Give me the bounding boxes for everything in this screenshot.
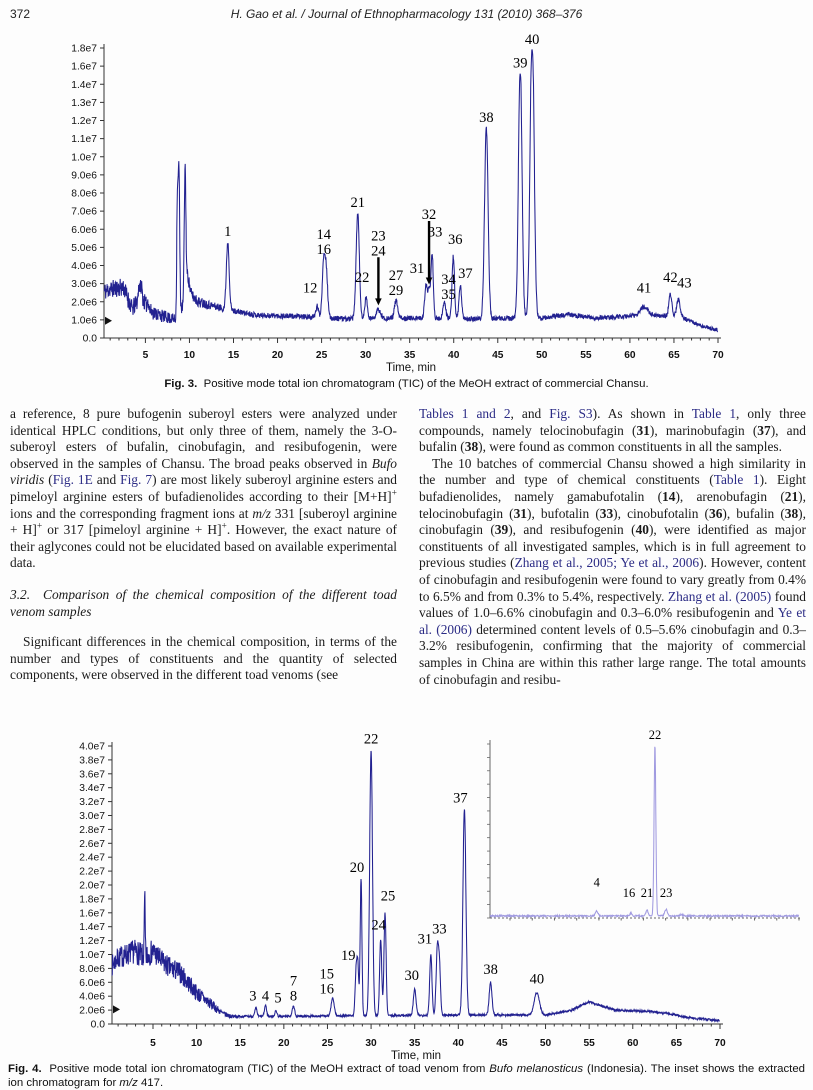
svg-text:20: 20 — [278, 1038, 290, 1049]
bold-text: 40 — [635, 522, 649, 538]
svg-text:4: 4 — [261, 988, 270, 1005]
paragraph: The 10 batches of commercial Chansu showed a high similarity in the number and type of chemical constituents (Table 1). Eight bufadienolides, namely gamabufotalin (14), arenobufagin (21), telocinobufagin (31), bufotalin (33), cinobufotalin (36), bufalin (38), cinobufagin (39), and resibufogenin (40), were identified as major constituents of all investigated samples, which is in full agreement to previous studies (Zhang et al., 2005; Ye et al., 2006). However, content of cinobufagin and resibufogenin were found to vary greatly from 0.4% to 6.5% and from 0.3% to 5.4%, respectively. Zhang et al. (2005) found values of 1.0–6.6% cinobufagin and 0.3–6.0% resibufogenin and Ye et al. (2006) determined content levels of 0.5–5.6% cinobufagin and 0.3–3.2% resibufogenin, confirming that the majority of commercial samples in China are within this rather large range. The total amounts of cinobufagin and resibu- — [419, 455, 807, 687]
bold-text: Fig. 3. — [164, 378, 198, 390]
svg-text:4.0e6: 4.0e6 — [79, 991, 105, 1003]
svg-text:42: 42 — [663, 269, 678, 286]
svg-text:35: 35 — [441, 287, 456, 303]
svg-text:8.0e6: 8.0e6 — [71, 188, 97, 200]
svg-text:7.0e6: 7.0e6 — [71, 206, 97, 218]
svg-text:31: 31 — [417, 931, 433, 948]
svg-text:38: 38 — [479, 109, 494, 126]
citation-link[interactable]: Fig. S3 — [549, 406, 593, 421]
svg-text:16: 16 — [319, 981, 334, 998]
svg-text:43: 43 — [677, 275, 692, 292]
svg-text:40: 40 — [452, 1038, 464, 1049]
svg-text:3.6e7: 3.6e7 — [79, 769, 105, 781]
svg-text:8.0e6: 8.0e6 — [79, 963, 105, 975]
svg-text:37: 37 — [458, 266, 473, 283]
svg-text:2.0e7: 2.0e7 — [79, 880, 105, 892]
svg-text:15: 15 — [319, 966, 334, 983]
svg-text:60: 60 — [624, 350, 636, 361]
svg-text:50: 50 — [536, 350, 548, 361]
svg-text:4: 4 — [593, 875, 600, 890]
svg-text:5: 5 — [142, 350, 149, 361]
svg-text:45: 45 — [492, 350, 504, 361]
citation-link[interactable]: Zhang et al. (2005) — [667, 588, 772, 604]
svg-text:Time, min: Time, min — [385, 362, 437, 374]
fig4-caption: Fig. 4. Positive mode total ion chromatogram (TIC) of the MeOH extract of toad venom from Bufo melanosticus (Indonesia). The inset shows the extracted ion chromatogram for m/z 417. — [8, 1063, 805, 1089]
svg-text:25: 25 — [380, 888, 396, 905]
svg-text:5: 5 — [150, 1038, 156, 1049]
svg-text:25: 25 — [315, 350, 328, 361]
svg-text:33: 33 — [427, 224, 443, 241]
svg-text:32: 32 — [421, 207, 437, 223]
svg-text:14: 14 — [316, 227, 332, 244]
bold-text: 31 — [513, 505, 527, 521]
italic-text: m/z — [252, 505, 271, 521]
svg-text:38: 38 — [483, 962, 498, 978]
svg-text:65: 65 — [670, 1038, 683, 1049]
svg-text:5.0e6: 5.0e6 — [71, 242, 97, 254]
svg-text:3.0e6: 3.0e6 — [71, 279, 97, 291]
svg-text:7: 7 — [289, 973, 298, 990]
superscript: + — [391, 488, 397, 499]
bold-text: 21 — [784, 488, 799, 504]
svg-text:29: 29 — [388, 282, 404, 299]
svg-text:3.0e7: 3.0e7 — [79, 811, 105, 822]
svg-text:37: 37 — [453, 790, 468, 807]
svg-text:3.8e7: 3.8e7 — [79, 755, 105, 767]
svg-text:6.0e6: 6.0e6 — [71, 224, 97, 236]
paragraph: Tables 1 and 2, and Fig. S3). As shown in Table 1, only three compounds, namely telocinobufagin (31), marinobufagin (37), and bufalin (38), were found as common constituents in all the samples. — [419, 406, 806, 455]
svg-text:20: 20 — [271, 350, 284, 361]
superscript: + — [221, 521, 227, 532]
paragraph: Significant differences in the chemical composition, in terms of the number and types of constituents and the quantity of selected components, were observed in the different toad venoms (see — [10, 634, 397, 683]
running-head: H. Gao et al. / Journal of Ethnopharmacology 131 (2010) 368–376 — [230, 7, 583, 21]
svg-text:25: 25 — [321, 1038, 334, 1049]
svg-text:70: 70 — [714, 1038, 726, 1049]
fig3-chromatogram — [60, 31, 730, 374]
svg-text:16: 16 — [316, 242, 332, 259]
svg-text:0.0: 0.0 — [90, 1019, 105, 1031]
bold-text: 31 — [636, 422, 650, 438]
citation-link[interactable]: Tables 1 and 2 — [419, 406, 511, 421]
svg-text:3.2e7: 3.2e7 — [79, 797, 105, 809]
svg-text:30: 30 — [365, 1038, 377, 1049]
svg-text:1.6e7: 1.6e7 — [79, 908, 105, 920]
svg-text:10: 10 — [183, 350, 196, 361]
left-column — [10, 406, 397, 684]
bold-text: 14 — [662, 488, 676, 504]
svg-text:30: 30 — [404, 968, 419, 985]
svg-text:12: 12 — [302, 280, 318, 297]
svg-text:1.0e7: 1.0e7 — [79, 950, 105, 961]
svg-text:1.2e7: 1.2e7 — [71, 116, 97, 127]
svg-text:2.8e7: 2.8e7 — [79, 824, 105, 836]
svg-text:35: 35 — [404, 350, 416, 361]
svg-text:21: 21 — [640, 886, 654, 901]
svg-text:5: 5 — [274, 990, 282, 1007]
svg-text:40: 40 — [529, 971, 545, 988]
fig4-inset-chromatogram — [480, 727, 805, 936]
svg-text:23: 23 — [371, 228, 386, 245]
right-column — [419, 406, 806, 688]
svg-text:2.2e7: 2.2e7 — [79, 866, 105, 878]
italic-text: Bufo melanosticus — [489, 1063, 584, 1075]
bold-text: 36 — [709, 505, 723, 521]
svg-text:1.8e7: 1.8e7 — [79, 894, 105, 906]
svg-text:40: 40 — [448, 350, 460, 361]
svg-text:3.4e7: 3.4e7 — [79, 783, 105, 795]
fig3-caption: Fig. 3. Positive mode total ion chromatogram (TIC) of the MeOH extract of commercial Chansu. — [164, 378, 649, 390]
svg-text:45: 45 — [496, 1038, 508, 1049]
svg-text:70: 70 — [712, 350, 724, 361]
svg-text:50: 50 — [539, 1038, 552, 1049]
svg-text:1.3e7: 1.3e7 — [71, 97, 97, 109]
svg-text:15: 15 — [234, 1038, 246, 1049]
svg-text:24: 24 — [371, 917, 386, 934]
svg-text:34: 34 — [441, 272, 456, 288]
svg-text:19: 19 — [340, 948, 356, 965]
svg-text:1.8e7: 1.8e7 — [71, 43, 97, 55]
bold-text: 39 — [494, 522, 509, 538]
svg-text:36: 36 — [448, 231, 463, 248]
superscript: + — [36, 521, 43, 532]
svg-text:22: 22 — [363, 731, 379, 748]
page-number: 372 — [10, 7, 31, 21]
svg-text:2.6e7: 2.6e7 — [79, 838, 105, 850]
svg-text:30: 30 — [359, 350, 372, 361]
svg-text:27: 27 — [388, 267, 404, 284]
svg-text:2.0e6: 2.0e6 — [79, 1005, 105, 1017]
bold-text: Fig. 4. — [8, 1063, 42, 1075]
svg-text:60: 60 — [627, 1038, 639, 1049]
citation-link[interactable]: Ye et al. (2006) — [419, 605, 806, 637]
fig3-svg — [60, 31, 730, 374]
citation-link[interactable]: Fig. 7 — [120, 472, 153, 488]
citation-link[interactable]: Table 1 — [691, 406, 737, 421]
svg-text:40: 40 — [524, 31, 540, 48]
svg-text:22: 22 — [354, 269, 370, 286]
svg-text:41: 41 — [636, 280, 652, 297]
citation-link[interactable]: Table 1 — [713, 472, 760, 488]
svg-text:9.0e6: 9.0e6 — [71, 170, 97, 182]
svg-text:1.4e7: 1.4e7 — [79, 922, 105, 934]
svg-text:55: 55 — [583, 1038, 595, 1049]
svg-text:23: 23 — [659, 886, 673, 901]
svg-text:65: 65 — [668, 350, 680, 361]
svg-text:0.0: 0.0 — [82, 333, 97, 345]
svg-text:22: 22 — [648, 727, 662, 742]
svg-text:20: 20 — [349, 860, 365, 877]
svg-text:2.4e7: 2.4e7 — [79, 852, 105, 864]
svg-text:15: 15 — [227, 350, 240, 361]
svg-text:55: 55 — [580, 350, 592, 361]
svg-text:2.0e6: 2.0e6 — [71, 297, 97, 309]
svg-text:1.4e7: 1.4e7 — [71, 79, 97, 91]
svg-text:Time, min: Time, min — [390, 1050, 442, 1062]
bold-text: 38 — [464, 439, 479, 455]
svg-text:31: 31 — [409, 260, 425, 277]
svg-text:10: 10 — [190, 1038, 203, 1049]
svg-text:4.0e6: 4.0e6 — [71, 261, 97, 272]
bold-text: 33 — [599, 505, 614, 521]
svg-text:8: 8 — [289, 988, 298, 1005]
svg-text:4.0e7: 4.0e7 — [79, 741, 105, 753]
svg-text:35: 35 — [409, 1038, 421, 1049]
svg-text:33: 33 — [432, 921, 447, 938]
citation-link[interactable]: Zhang et al., 2005; Ye et al., 2006 — [514, 555, 700, 571]
paragraph: a reference, 8 pure bufogenin suberoyl esters were analyzed under identical HPLC conditions, but only three of them, namely the 3-O-suberoyl esters of bufalin, cinobufagin, and resibufogenin, were observed in the samples of Chansu. The broad peaks observed in Bufo viridis (Fig. 1E and Fig. 7) are most likely suberoyl arginine esters and pimeloyl arginine esters of bufadienolides according to their [M+H]+ ions and the corresponding fragment ions at m/z 331 [suberoyl arginine + H]+ or 317 [pimeloyl arginine + H]+. However, the exact nature of their aglycones could not be elucidated based on available experimental data. — [10, 406, 397, 571]
running-header — [0, 7, 813, 23]
svg-text:1.1e7: 1.1e7 — [71, 134, 97, 146]
italic-text: m/z — [119, 1076, 138, 1089]
citation-link[interactable]: Fig. 1E — [52, 472, 93, 488]
svg-text:16: 16 — [622, 886, 636, 901]
svg-text:39: 39 — [512, 55, 528, 72]
svg-text:1.6e7: 1.6e7 — [71, 61, 97, 73]
bold-text: 37 — [757, 422, 771, 438]
svg-text:1: 1 — [224, 223, 232, 240]
svg-text:21: 21 — [350, 194, 365, 211]
svg-text:1.0e7: 1.0e7 — [71, 152, 97, 164]
svg-text:24: 24 — [371, 243, 386, 260]
svg-text:6.0e6: 6.0e6 — [79, 977, 105, 989]
fig4-inset-svg — [480, 727, 805, 936]
bold-text: 38 — [784, 505, 799, 521]
svg-text:1.0e6: 1.0e6 — [71, 315, 97, 327]
svg-text:3: 3 — [249, 988, 257, 1005]
section-heading: 3.2. Comparison of the chemical composition of the different toad venom samples — [10, 586, 397, 619]
italic-text: Bufo viridis — [10, 455, 397, 488]
svg-text:1.2e7: 1.2e7 — [79, 936, 105, 948]
